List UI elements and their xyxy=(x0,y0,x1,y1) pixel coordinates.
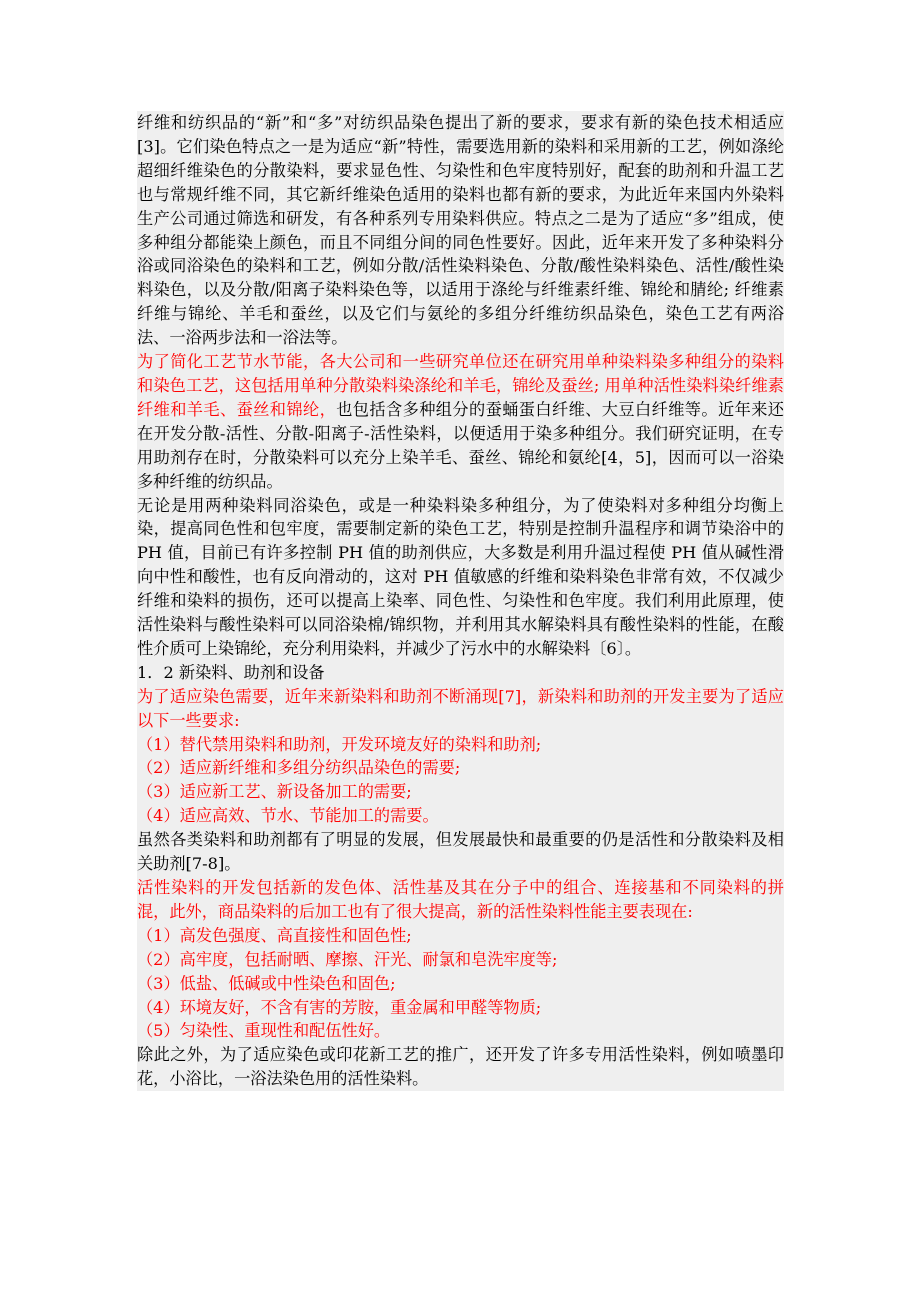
list-item: （1）替代禁用染料和助剂，开发环境友好的染料和助剂; xyxy=(137,734,542,754)
list-item: （1）高发色强度、高直接性和固色性; xyxy=(137,925,412,945)
body-text: 也包括含多种组分的蚕蛹蛋白纤维、大豆白纤维等。近年来还在开发分散-活性、分散-阳离子-活性染料，以便适用于染多种组分。我们研究证明，在专用助剂存在时，分散染料可以充分上染羊毛、蚕丝、锦纶和氨纶[4，5]，因而可以一浴染多种纤维的纺织品。 xyxy=(137,399,784,491)
document-page xyxy=(137,111,784,1091)
list-item: （2）适应新纤维和多组分纺织品染色的需要; xyxy=(137,758,461,778)
list-item: （4）环境友好，不含有害的芳胺，重金属和甲醛等物质; xyxy=(137,997,542,1017)
section-heading: 1．2 新染料、助剂和设备 xyxy=(137,662,325,682)
paragraph-development-summary: 虽然各类染料和助剂都有了明显的发展，但发展最快和最重要的仍是活性和分散染料及相关助剂[7-8]。 xyxy=(137,830,784,874)
highlighted-text: 为了简化工艺节水节能，各大公司和一些研究单位还在研究用单种染料染多种组分的染料和染色工艺，这包括用单种分散染料染涤纶和羊毛，锦纶及蚕丝; 用单种活性染料染纤维素纤维和羊毛、蚕丝和锦纶， xyxy=(137,352,784,419)
list-item: （3）适应新工艺、新设备加工的需要; xyxy=(137,782,412,802)
list-item: （2）高牢度，包括耐晒、摩擦、汗光、耐氯和皂洗牢度等; xyxy=(137,949,558,969)
list-item: （5）匀染性、重现性和配伍性好。 xyxy=(137,1021,391,1041)
paragraph-reactive-dyes: 活性染料的开发包括新的发色体、活性基及其在分子中的组合、连接基和不同染料的拼混，此外，商品染料的后加工也有了很大提高，新的活性染料性能主要表现在: xyxy=(137,878,784,921)
list-item: （4）适应高效、节水、节能加工的需要。 xyxy=(137,806,439,826)
paragraph-ph-control: 无论是用两种染料同浴染色，或是一种染料染多种组分，为了使染料对多种组分均衡上染，提高同色性和包牢度，需要制定新的染色工艺，特别是控制升温程序和调节染浴中的 PH 值，目前已有许多控制 PH 值的助剂供应，大多数是利用升温过程使 PH 值从碱性滑向中性和酸性，也有反向滑动的，这对 PH 值敏感的纤维和染料染色非常有效，不仅减少纤维和染料的损伤，还可以提高上染率、同色性、匀染性和色牢度。我们利用此原理，使活性染料与酸性染料可以同浴染棉/锦织物，并利用其水解染料具有酸性染料的性能，在酸性介质可上染锦纶，充分利用染料，并减少了污水中的水解染料〔6〕。 xyxy=(137,495,784,658)
paragraph-special-reactive-dyes: 除此之外，为了适应染色或印花新工艺的推广，还开发了许多专用活性染料，例如喷墨印花，小浴比，一浴法染色用的活性染料。 xyxy=(137,1045,784,1089)
paragraph-new-dyes-intro: 为了适应染色需要，近年来新染料和助剂不断涌现[7]，新染料和助剂的开发主要为了适应以下一些要求: xyxy=(137,686,784,730)
list-item: （3）低盐、低碱或中性染色和固色; xyxy=(137,973,396,993)
paragraph-single-dye-multi-fiber xyxy=(137,350,784,493)
paragraph-new-and-multi: 纤维和纺织品的“新”和“多”对纺织品染色提出了新的要求，要求有新的染色技术相适应[3]。它们染色特点之一是为适应“新”特性，需要选用新的染料和采用新的工艺，例如涤纶超细纤维染色的分散染料，要求显色性、匀染性和色牢度特别好，配套的助剂和升温工艺也与常规纤维不同，其它新纤维染色适用的染料也都有新的要求，为此近年来国内外染料生产公司通过筛选和研发，有各种系列专用染料供应。特点之二是为了适应“多”组成，使多种组分都能染上颜色，而且不同组分间的同色性要好。因此，近年来开发了多种染料分浴或同浴染色的染料和工艺，例如分散/活性染料染色、分散/酸性染料染色、活性/酸性染料染色，以及分散/阳离子染料染色等，以适用于涤纶与纤维素纤维、锦纶和腈纶; 纤维素纤维与锦纶、羊毛和蚕丝，以及它们与氨纶的多组分纤维纺织品染色，染色工艺有两浴法、一浴两步法和一浴法等。 xyxy=(137,113,784,348)
